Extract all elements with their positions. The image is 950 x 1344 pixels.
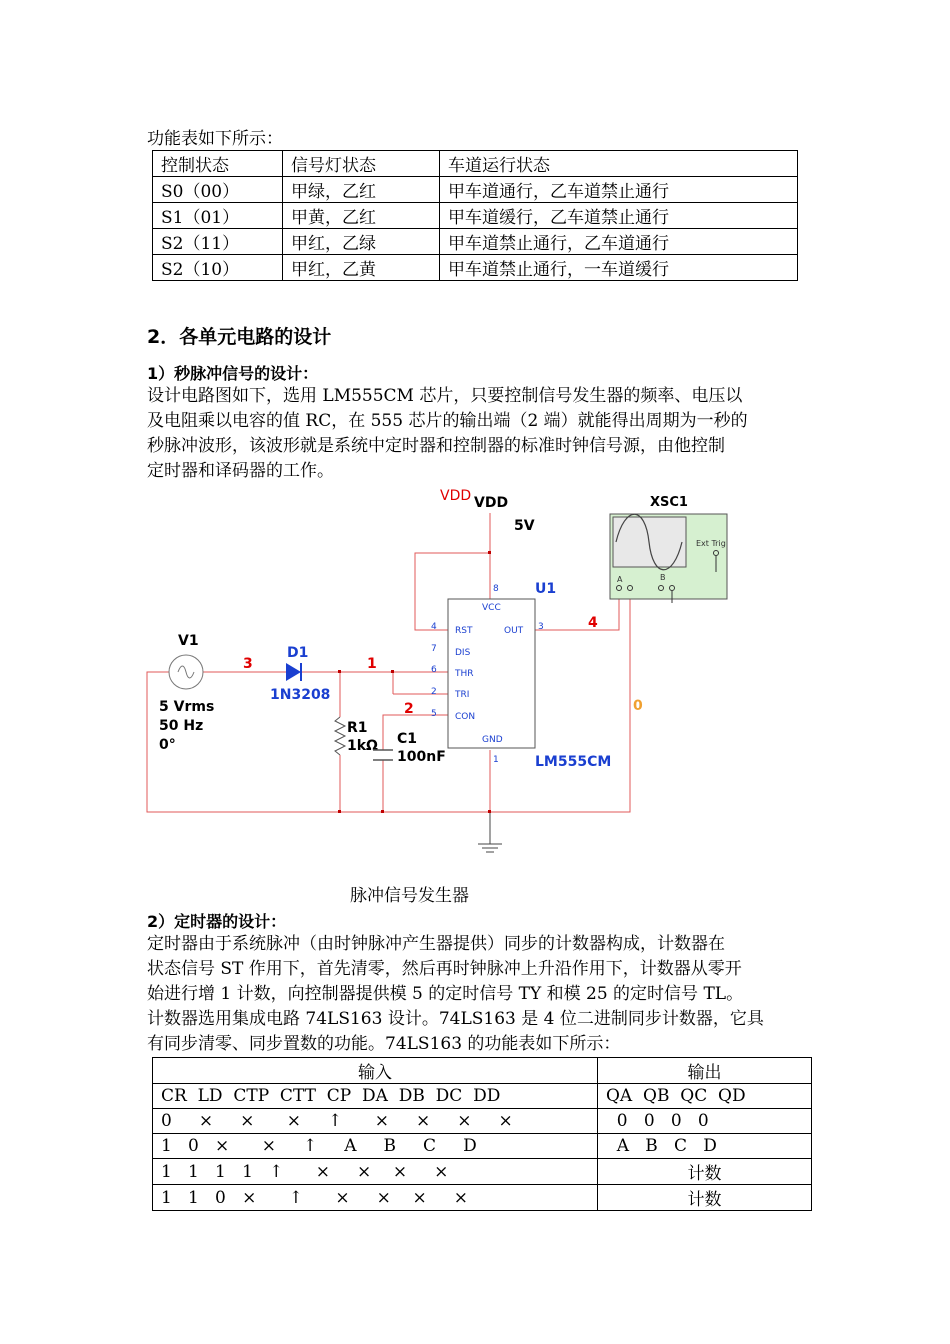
oscilloscope: [610, 514, 727, 603]
pin-con: CON: [455, 712, 476, 722]
paragraph-line: 状态信号 ST 作用下，首先清零，然后再时钟脉冲上升沿作用下，计数器从零开: [147, 959, 742, 979]
table-cell: S0（00）: [153, 177, 283, 203]
table-cell: 1 1 1 1 ↑ × × × ×: [153, 1159, 598, 1185]
vdd-voltage: 5V: [514, 518, 535, 534]
pin-out: OUT: [504, 626, 524, 636]
pin-thr: THR: [455, 669, 474, 679]
pin-number: 7: [431, 644, 437, 654]
pin-vcc: VCC: [482, 603, 501, 613]
ground-symbol: [478, 812, 502, 852]
source-frequency: 50 Hz: [159, 718, 204, 734]
pin-number: 3: [538, 622, 544, 632]
table-header-cell: 车道运行状态: [440, 151, 798, 177]
diode-ref: D1: [287, 645, 309, 661]
paragraph-line: 有同步清零、同步置数的功能。74LS163 的功能表如下所示：: [147, 1034, 621, 1054]
diode-part: 1N3208: [270, 687, 331, 703]
intro-text: 功能表如下所示：: [147, 129, 283, 149]
vdd-net-label: VDD: [440, 488, 472, 504]
table-cell: 甲红，乙绿: [283, 229, 440, 255]
table-header-cell: CR LD CTP CTT CP DA DB DC DD: [153, 1084, 598, 1109]
table-cell: S2（10）: [153, 255, 283, 281]
source-voltage: 5 Vrms: [159, 699, 215, 715]
table-cell: 计数: [598, 1159, 812, 1185]
table-cell: S2（11）: [153, 229, 283, 255]
scope-label: XSC1: [650, 495, 688, 510]
net-label: 4: [588, 615, 598, 631]
figure-caption: 脉冲信号发生器: [350, 886, 469, 906]
table-group-output: 输出: [598, 1058, 812, 1084]
chip-ref: U1: [535, 581, 557, 597]
pin-number: 1: [493, 755, 499, 765]
section-heading: 2．各单元电路的设计: [147, 326, 332, 348]
resistor-value: 1kΩ: [347, 738, 378, 754]
paragraph-line: 始进行增 1 计数，向控制器提供模 5 的定时信号 TY 和模 25 的定时信号 TL。: [147, 984, 744, 1004]
paragraph-line: 定时器由于系统脉冲（由时钟脉冲产生器提供）同步的计数器构成，计数器在: [147, 934, 725, 954]
table-cell: 甲红，乙黄: [283, 255, 440, 281]
pin-number: 6: [431, 665, 437, 675]
pin-tri: TRI: [455, 690, 470, 700]
table-cell: 计数: [598, 1185, 812, 1211]
diode-symbol: [286, 663, 301, 681]
table-row: [153, 1185, 812, 1211]
table-header-cell: 控制状态: [153, 151, 283, 177]
table-cell: 甲黄，乙红: [283, 203, 440, 229]
pin-dis: DIS: [455, 648, 471, 658]
scope-channel-a: A: [617, 575, 623, 584]
table-cell: 甲车道禁止通行，乙车道通行: [440, 229, 798, 255]
table-cell: A B C D: [598, 1134, 812, 1159]
vdd-label: VDD: [474, 495, 509, 511]
scope-channel-b: B: [660, 573, 666, 582]
table-cell: S1（01）: [153, 203, 283, 229]
table-header-cell: QA QB QC QD: [598, 1084, 812, 1109]
resistor-ref: R1: [347, 720, 368, 736]
pin-number: 2: [431, 687, 437, 697]
table-header-row: [153, 1058, 812, 1084]
paragraph-line: 及电阻乘以电容的值 RC，在 555 芯片的输出端（2 端）就能得出周期为一秒的: [147, 411, 748, 431]
net-label: 0: [633, 698, 643, 714]
pin-number: 5: [431, 709, 437, 719]
source-ref: V1: [178, 633, 199, 649]
ext-trig-label: Ext Trig: [696, 539, 726, 548]
paragraph-line: 计数器选用集成电路 74LS163 设计。74LS163 是 4 位二进制同步计数器，它具: [147, 1009, 764, 1029]
table-cell: 0 0 0 0: [598, 1109, 812, 1134]
table-cell: 1 0 × × ↑ A B C D: [153, 1134, 598, 1159]
paragraph-timer: [147, 932, 817, 1057]
capacitor-ref: C1: [397, 731, 418, 747]
table-header-cell: 信号灯状态: [283, 151, 440, 177]
resistor-symbol: [335, 717, 345, 755]
table-cell: 甲车道通行，乙车道禁止通行: [440, 177, 798, 203]
table-cell: 甲车道缓行，乙车道禁止通行: [440, 203, 798, 229]
counter-function-table: [152, 1057, 812, 1211]
net-label: 1: [367, 656, 377, 672]
paragraph-line: 秒脉冲波形，该波形就是系统中定时器和控制器的标准时钟信号源，由他控制: [147, 436, 725, 456]
table-cell: 甲绿，乙红: [283, 177, 440, 203]
net-label: 3: [243, 656, 253, 672]
capacitor-value: 100nF: [397, 749, 446, 765]
pin-gnd: GND: [482, 735, 503, 745]
pin-rst: RST: [455, 626, 473, 636]
table-header-row: [153, 1084, 812, 1109]
net-label: 2: [404, 701, 414, 717]
ac-source-symbol: [169, 655, 203, 689]
table-cell: 1 1 0 × ↑ × × × ×: [153, 1185, 598, 1211]
paragraph-line: 定时器和译码器的工作。: [147, 461, 334, 481]
pin-number: 4: [431, 622, 437, 632]
paragraph-line: 设计电路图如下，选用 LM555CM 芯片，只要控制信号发生器的频率、电压以: [147, 386, 743, 406]
subsection-heading: 1）秒脉冲信号的设计：: [147, 364, 319, 383]
subsection-heading: 2）定时器的设计：: [147, 912, 287, 931]
table-row: [153, 1134, 812, 1159]
pin-number: 8: [493, 584, 499, 594]
table-group-input: 输入: [153, 1058, 598, 1084]
source-phase: 0°: [159, 737, 176, 753]
table-cell: 0 × × × ↑ × × × ×: [153, 1109, 598, 1134]
table-row: [153, 1159, 812, 1185]
chip-part: LM555CM: [535, 754, 612, 770]
table-cell: 甲车道禁止通行，一车道缓行: [440, 255, 798, 281]
table-row: [153, 1109, 812, 1134]
